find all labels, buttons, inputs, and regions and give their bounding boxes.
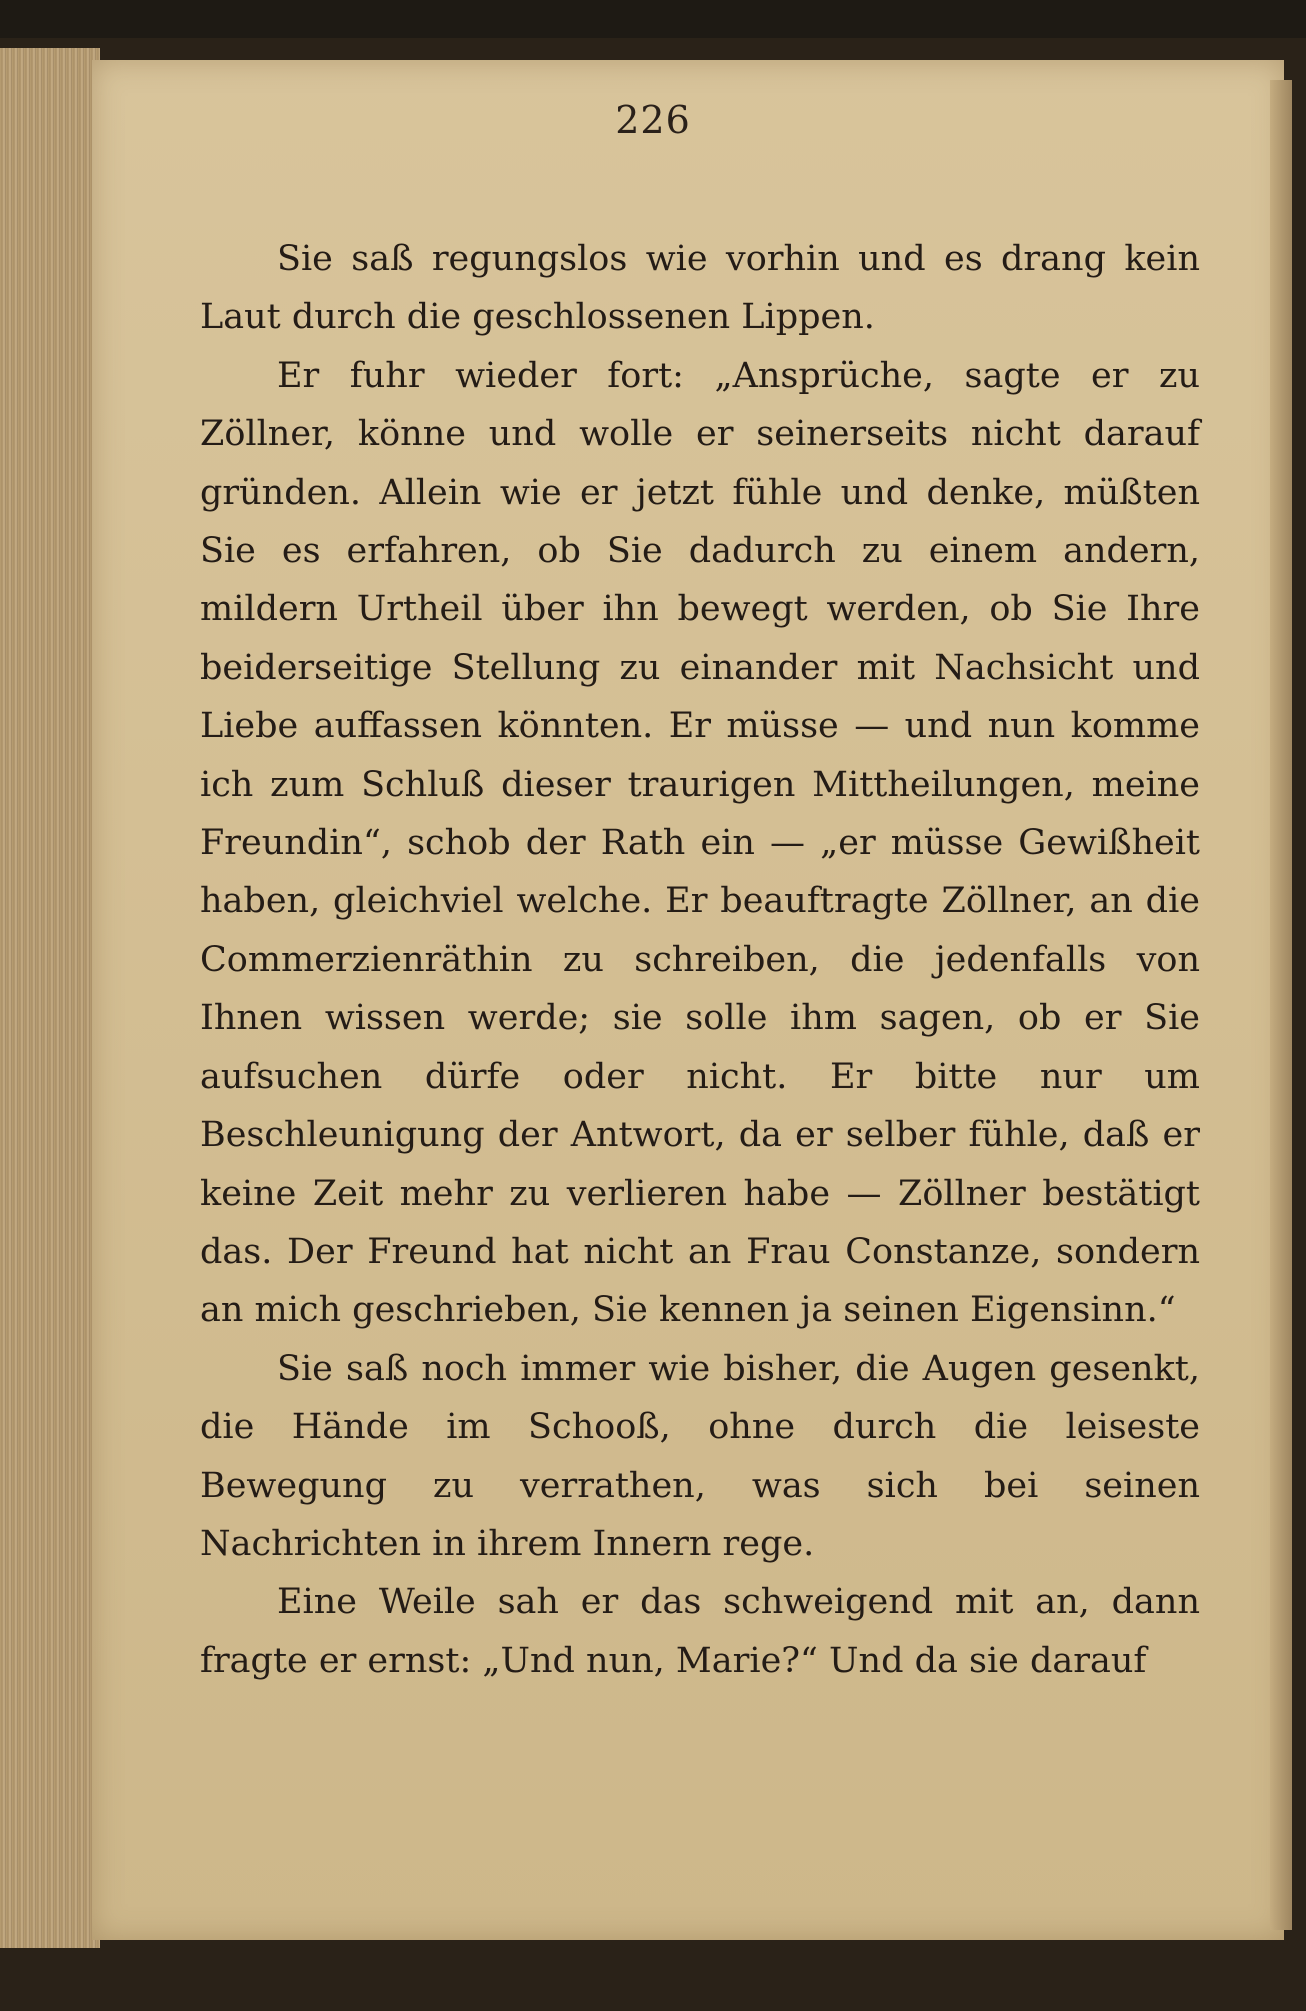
paragraph-2: Er fuhr wieder fort: „Ansprüche, sagte er zu Zöllner, könne und wolle er seinerseits nicht darauf gründen. Allein wie er jetzt fühle und denke, müßten Sie es erfahren, ob Sie dadurch zu einem andern, mildern Urtheil über ihn bewegt werden, ob Sie Ihre beiderseitige Stellung zu einander mit Nachsicht und Liebe auffassen könnten. Er müsse — und nun komme ich zum Schluß dieser traurigen Mittheilungen, meine Freundin“, schob der Rath ein — „er müsse Gewißheit haben, gleichviel welche. Er beauftragte Zöllner, an die Commerzienräthin zu schreiben, die jedenfalls von Ihnen wissen werde; sie solle ihm sagen, ob er Sie aufsuchen dürfe oder nicht. Er bitte nur um Beschleunigung der Antwort, da er selber fühle, daß er keine Zeit mehr zu verlieren habe — Zöllner bestätigt das. Der Freund hat nicht an Frau Constanze, sondern an mich geschrieben, Sie kennen ja seinen Eigensinn.“ xyxy=(200,355,1200,1331)
paragraph-1: Sie saß regungslos wie vorhin und es drang kein Laut durch die geschlossenen Lippen. xyxy=(200,239,1200,338)
page-stack-edge xyxy=(0,48,100,1948)
paragraph-3: Sie saß noch immer wie bisher, die Augen gesenkt, die Hände im Schooß, ohne durch die leiseste Bewegung zu verrathen, was sich bei seinen Nachrichten in ihrem Innern rege. xyxy=(200,1348,1200,1564)
page-number: 226 xyxy=(615,98,691,142)
page-edge-right xyxy=(1270,80,1292,1930)
text-block xyxy=(200,230,1200,1690)
paragraph-4: Eine Weile sah er das schweigend mit an, dann fragte er ernst: „Und nun, Marie?“ Und da sie darauf xyxy=(200,1582,1200,1681)
